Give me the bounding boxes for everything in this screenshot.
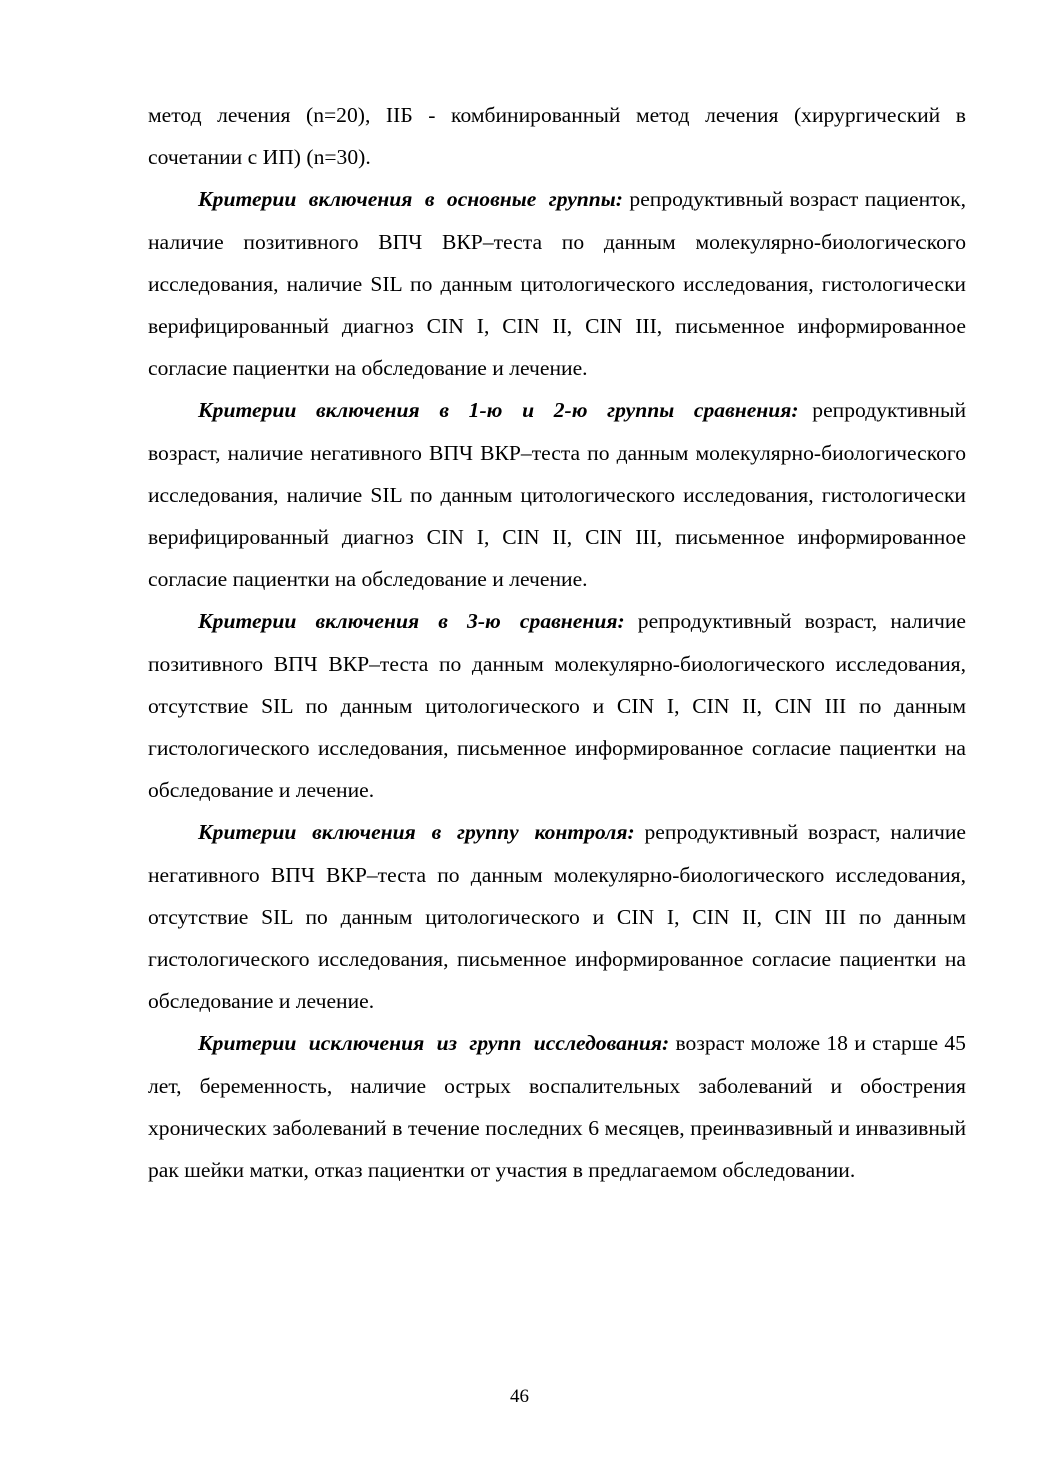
page-body <box>148 94 966 1191</box>
paragraph-lead: Критерии включения в основные группы: <box>198 187 623 212</box>
paragraph-text: метод лечения (n=20), IIБ - комбинированный метод лечения (хирургический в сочетании с ИП) (n=30). <box>148 103 966 170</box>
paragraph-lead: Критерии исключения из групп исследования: <box>198 1031 670 1056</box>
paragraph-exclusion <box>148 1022 966 1191</box>
paragraph-text: репродуктивный возраст, наличие позитивного ВПЧ ВКР–теста по данным молекулярно-биологического исследования, отсутствие SIL по данным цитологического и CIN I, CIN II, CIN III по данным гистологического исследования, письменное информированное согласие пациентки на обследование и лечение. <box>148 609 966 803</box>
paragraph-text: репродуктивный возраст, наличие негативного ВПЧ ВКР–теста по данным молекулярно-биологического исследования, отсутствие SIL по данным цитологического и CIN I, CIN II, CIN III по данным гистологического исследования, письменное информированное согласие пациентки на обследование и лечение. <box>148 820 966 1014</box>
page-number: 46 <box>510 1386 529 1407</box>
paragraph-continuation <box>148 94 966 178</box>
paragraph-inclusion-main-groups <box>148 178 966 389</box>
paragraph-inclusion-comparison-3 <box>148 600 966 811</box>
paragraph-text: репродуктивный возраст пациенток, наличие позитивного ВПЧ ВКР–теста по данным молекулярно-биологического исследования, наличие SIL по данным цитологического исследования, гистологически верифицированный диагноз CIN I, CIN II, CIN III, письменное информированное согласие пациентки на обследование и лечение. <box>148 187 966 381</box>
paragraph-inclusion-comparison-1-2 <box>148 389 966 600</box>
paragraph-lead: Критерии включения в 3-ю сравнения: <box>198 609 625 634</box>
paragraph-lead: Критерии включения в 1-ю и 2-ю группы сравнения: <box>198 398 799 423</box>
paragraph-lead: Критерии включения в группу контроля: <box>198 820 635 845</box>
paragraph-inclusion-control <box>148 811 966 1022</box>
paragraph-text: репродуктивный возраст, наличие негативного ВПЧ ВКР–теста по данным молекулярно-биологического исследования, наличие SIL по данным цитологического исследования, гистологически верифицированный диагноз CIN I, CIN II, CIN III, письменное информированное согласие пациентки на обследование и лечение. <box>148 398 967 592</box>
paragraph-text: возраст моложе 18 и старше 45 лет, беременность, наличие острых воспалительных заболеваний и обострения хронических заболеваний в течение последних 6 месяцев, преинвазивный и инвазивный рак шейки матки, отказ пациентки от участия в предлагаемом обследовании. <box>148 1031 966 1183</box>
